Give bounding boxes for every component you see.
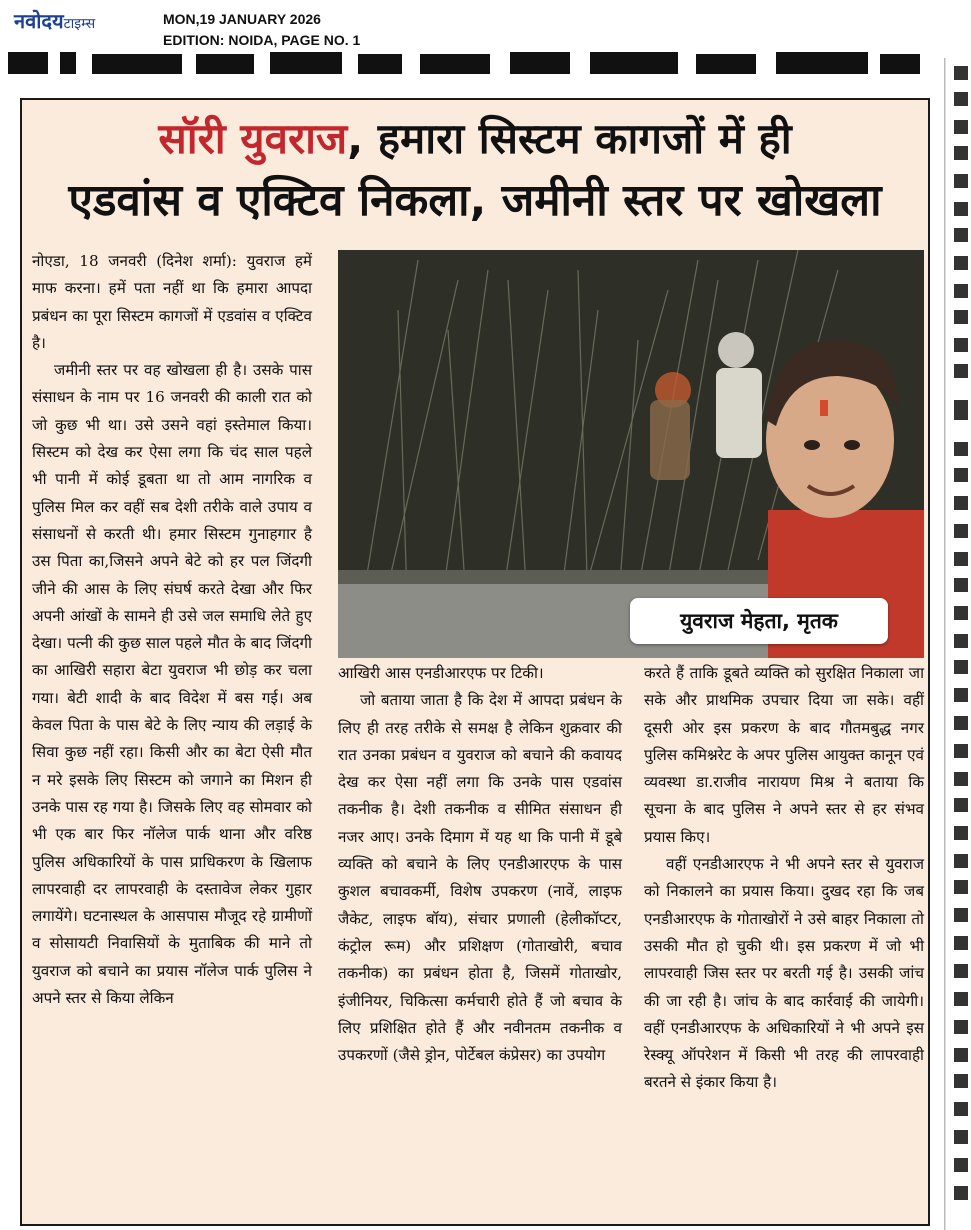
- article-column-2: [338, 660, 622, 1069]
- col2-paragraph-2: जो बताया जाता है कि देश में आपदा प्रबंधन के लिए ही तरह तरीके से समक्ष है लेकिन शुक्रवार की रात उनका प्रबंधन व युवराज को बचाने की कवायद देख कर ऐसा नहीं लगा कि उनके पास एडवांस तकनीक है। देशी तकनीक व सीमित संसाधन ही नजर आए। उनके दिमाग में यह था कि पानी में डूबे व्यक्ति को बचाने के लिए एनडीआरएफ के पास कुशल बचावकर्मी, विशेष उपकरण (नावें, लाइफ जैकेट, लाइफ बॉय), संचार प्रणाली (हेलीकॉप्टर, कंट्रोल रूम) और प्रशिक्षण (गोताखोरी, बचाव तकनीक) का प्रबंधन होता है, जिसमें गोताखोर, इंजीनियर, चिकित्सा कर्मचारी होते हैं जो बचाव के लिए प्रशिक्षित होते हैं और नवीनतम तकनीक व उपकरणों (जैसे ड्रोन, पोर्टेबल कंप्रेसर) का उपयोग: [338, 691, 622, 1065]
- col1-paragraph-1: नोएडा, 18 जनवरी (दिनेश शर्मा): युवराज हमें माफ करना। हमें पता नहीं था कि हमारा आपदा प्रबंधन का पूरा सिस्टम कागजों में एडवांस व एक्टिव है।: [32, 252, 312, 352]
- newspaper-logo[interactable]: [14, 7, 95, 34]
- article-column-1: [32, 248, 312, 1012]
- logo-sub: टाइम्स: [63, 16, 96, 32]
- cutoff-text-shapes: [0, 40, 935, 78]
- edition-line: EDITION: NOIDA, PAGE NO. 1: [163, 32, 361, 48]
- headline-highlight: सॉरी युवराज: [158, 114, 348, 163]
- news-article: [20, 98, 930, 1226]
- col3-paragraph-2: वहीं एनडीआरएफ ने भी अपने स्तर से युवराज को निकालने का प्रयास किया। दुखद रहा कि जब एनडीआरएफ के गोताखोरों ने उसे बाहर निकाला तो उसकी मौत हो चुकी थी। इस प्रकरण में जो भी लापरवाही जिस स्तर पर बरती गई है। उसकी जांच की जा रही है। जांच के बाद कार्रवाई की जायेगी। वहीं एनडीआरएफ के अधिकारियों ने भी अपने इस रेस्क्यू ऑपरेशन में किसी भी तरह की लापरवाही बरतने से इंकार किया है।: [644, 855, 924, 1092]
- adjacent-column-text: [936, 58, 971, 1230]
- logo-main: नवोदय: [14, 9, 64, 33]
- col3-paragraph-1: करते हैं ताकि डूबते व्यक्ति को सुरक्षित निकाला जा सके और प्राथमिक उपचार दिया जा सके। वहीं दूसरी ओर इस प्रकरण के बाद गौतमबुद्ध नगर पुलिस कमिश्नरेट के अपर पुलिस आयुक्त कानून एवं व्यवस्था डा.राजीव नारायण मिश्र ने बताया कि सूचना के बाद पुलिस ने अपने स्तर से हर संभव प्रयास किए।: [644, 664, 924, 846]
- article-photo[interactable]: [338, 250, 924, 658]
- article-column-3: [644, 660, 924, 1097]
- rescue-scene-image: [338, 250, 924, 658]
- headline-line1-rest: , हमारा सिस्टम कागजों में ही: [347, 114, 792, 163]
- headline-line2: एडवांस व एक्टिव निकला, जमीनी स्तर पर खोखला: [68, 175, 882, 226]
- col1-paragraph-2: जमीनी स्तर पर वह खोखला ही है। उसके पास संसाधन के नाम पर 16 जनवरी की काली रात को जो कुछ भी था। उसे उसने वहां इस्तेमाल किया। सिस्टम को देख कर ऐसा लगा कि चंद साल पहले भी पानी में कोई डूबता था तो आम नागरिक व पुलिस मिल कर वहीं सब देशी तरीके वाले उपाय व संसाधनों से करती थी। हमार सिस्टम गुनाहगार है उस पिता का,जिसने अपने बेटे को हर पल जिंदगी जीने की आस के लिए संघर्ष करते देखा और फिर अपनी आंखों के सामने ही उसे जल समाधि लेते हुए देखा। पत्नी की कुछ साल पहले मौत के बाद जिंदगी का आखिरी सहारा बेटा युवराज भी छोड़ कर चला गया। बेटी शादी के बाद विदेश में बस गई। अब केवल पिता के पास बेटे के लिए न्याय की लड़ाई के सिवा कुछ नहीं रहा। किसी और का बेटा ऐसी मौत न मरे इसके लिए सिस्टम को जगाने का मिशन ही उनके पास रह गया है। जिसके लिए वह सोमवार को भी एक बार फिर नॉलेज पार्क थाना और वरिष्ठ पुलिस अधिकारियों के पास प्राधिकरण के खिलाफ लापरवाही दर लापरवाही के दस्तावेज लेकर गुहार लगायेंगे। घटनास्थल के आसपास मौजूद रहे ग्रामीणों व सोसायटी निवासियों के मुताबिक की माने तो युवराज को बचाने का प्रयास नॉलेज पार्क पुलिस ने अपने स्तर से किया लेकिन: [32, 361, 312, 1008]
- col2-paragraph-1: आखिरी आस एनडीआरएफ पर टिकी।: [338, 664, 544, 682]
- previous-article-headline-cutoff: [0, 40, 935, 78]
- date-line: MON,19 JANUARY 2026: [163, 11, 321, 27]
- adjacent-column-strip: [936, 58, 971, 1230]
- photo-caption: युवराज मेहता, मृतक: [630, 598, 888, 644]
- article-headline: [22, 110, 928, 234]
